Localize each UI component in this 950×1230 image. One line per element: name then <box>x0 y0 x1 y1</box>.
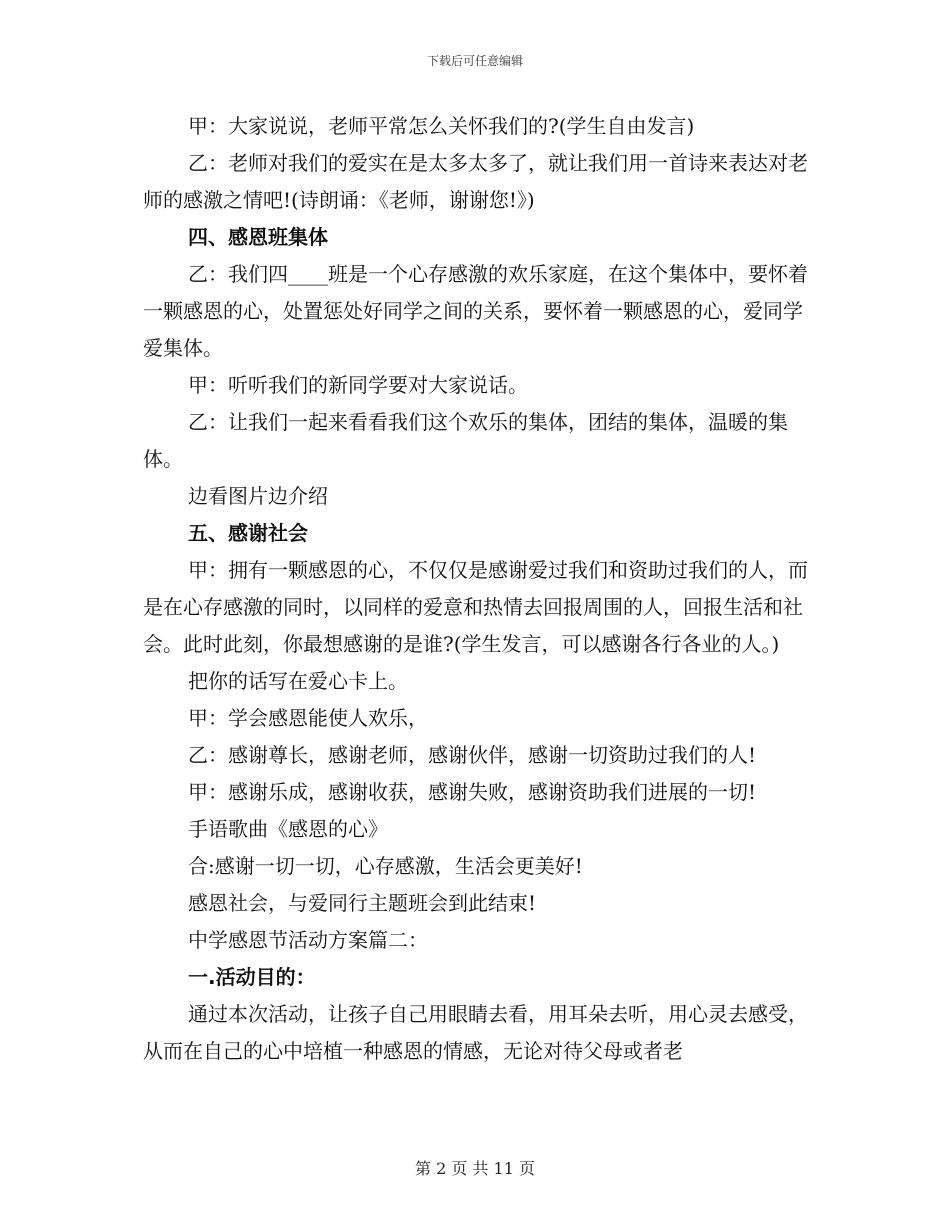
paragraph: 甲：拥有一颗感恩的心，不仅仅是感谢爱过我们和资助过我们的人，而是在心存感激的同时，以同样的爱意和热情去回报周围的人，回报生活和社会。此时此刻，你最想感谢的是谁?(学生发言，可以感谢各行各业的人。) <box>143 558 808 656</box>
paragraph: 乙：感谢尊长，感谢老师，感谢伙伴，感谢一切资助过我们的人! <box>188 743 757 767</box>
paragraph: 感恩社会，与爱同行主题班会到此结束! <box>188 891 537 915</box>
page-header: 下载后可任意编辑 <box>426 54 523 68</box>
page-footer: 第 2 页 共 11 页 <box>415 1159 535 1178</box>
paragraph: 手语歌曲《感恩的心》 <box>188 817 388 841</box>
paragraph: 通过本次活动，让孩子自己用眼睛去看，用耳朵去听，用心灵去感受，从而在自己的心中培植一种感恩的情感，无论对待父母或者老 <box>143 1002 808 1063</box>
section-heading: 四、感恩班集体 <box>188 225 328 249</box>
paragraph: 边看图片边介绍 <box>188 484 328 508</box>
paragraph: 甲：听听我们的新同学要对大家说话。 <box>188 373 528 397</box>
section-heading: 五、感谢社会 <box>188 521 308 545</box>
paragraph: 甲：学会感恩能使人欢乐， <box>188 706 428 730</box>
paragraph: 甲：感谢乐成，感谢收获，感谢失败，感谢资助我们进展的一切! <box>188 780 757 804</box>
document-body <box>143 108 808 1070</box>
paragraph: 中学感恩节活动方案篇二： <box>188 928 428 952</box>
section-heading: 一.活动目的： <box>188 965 316 989</box>
paragraph: 把你的话写在爱心卡上。 <box>188 669 408 693</box>
paragraph: 乙：让我们一起来看看我们这个欢乐的集体，团结的集体，温暖的集体。 <box>143 410 788 471</box>
paragraph: 甲：大家说说，老师平常怎么关怀我们的?(学生自由发言) <box>188 114 695 138</box>
paragraph: 乙：我们四____班是一个心存感激的欢乐家庭，在这个集体中，要怀着一颗感恩的心，处置惩处好同学之间的关系，要怀着一颗感恩的心，爱同学爱集体。 <box>143 262 808 360</box>
paragraph: 合:感谢一切一切，心存感激，生活会更美好! <box>188 854 583 878</box>
paragraph: 乙：老师对我们的爱实在是太多太多了，就让我们用一首诗来表达对老师的感激之情吧!(诗朗诵：《老师，谢谢您!》) <box>143 151 808 212</box>
